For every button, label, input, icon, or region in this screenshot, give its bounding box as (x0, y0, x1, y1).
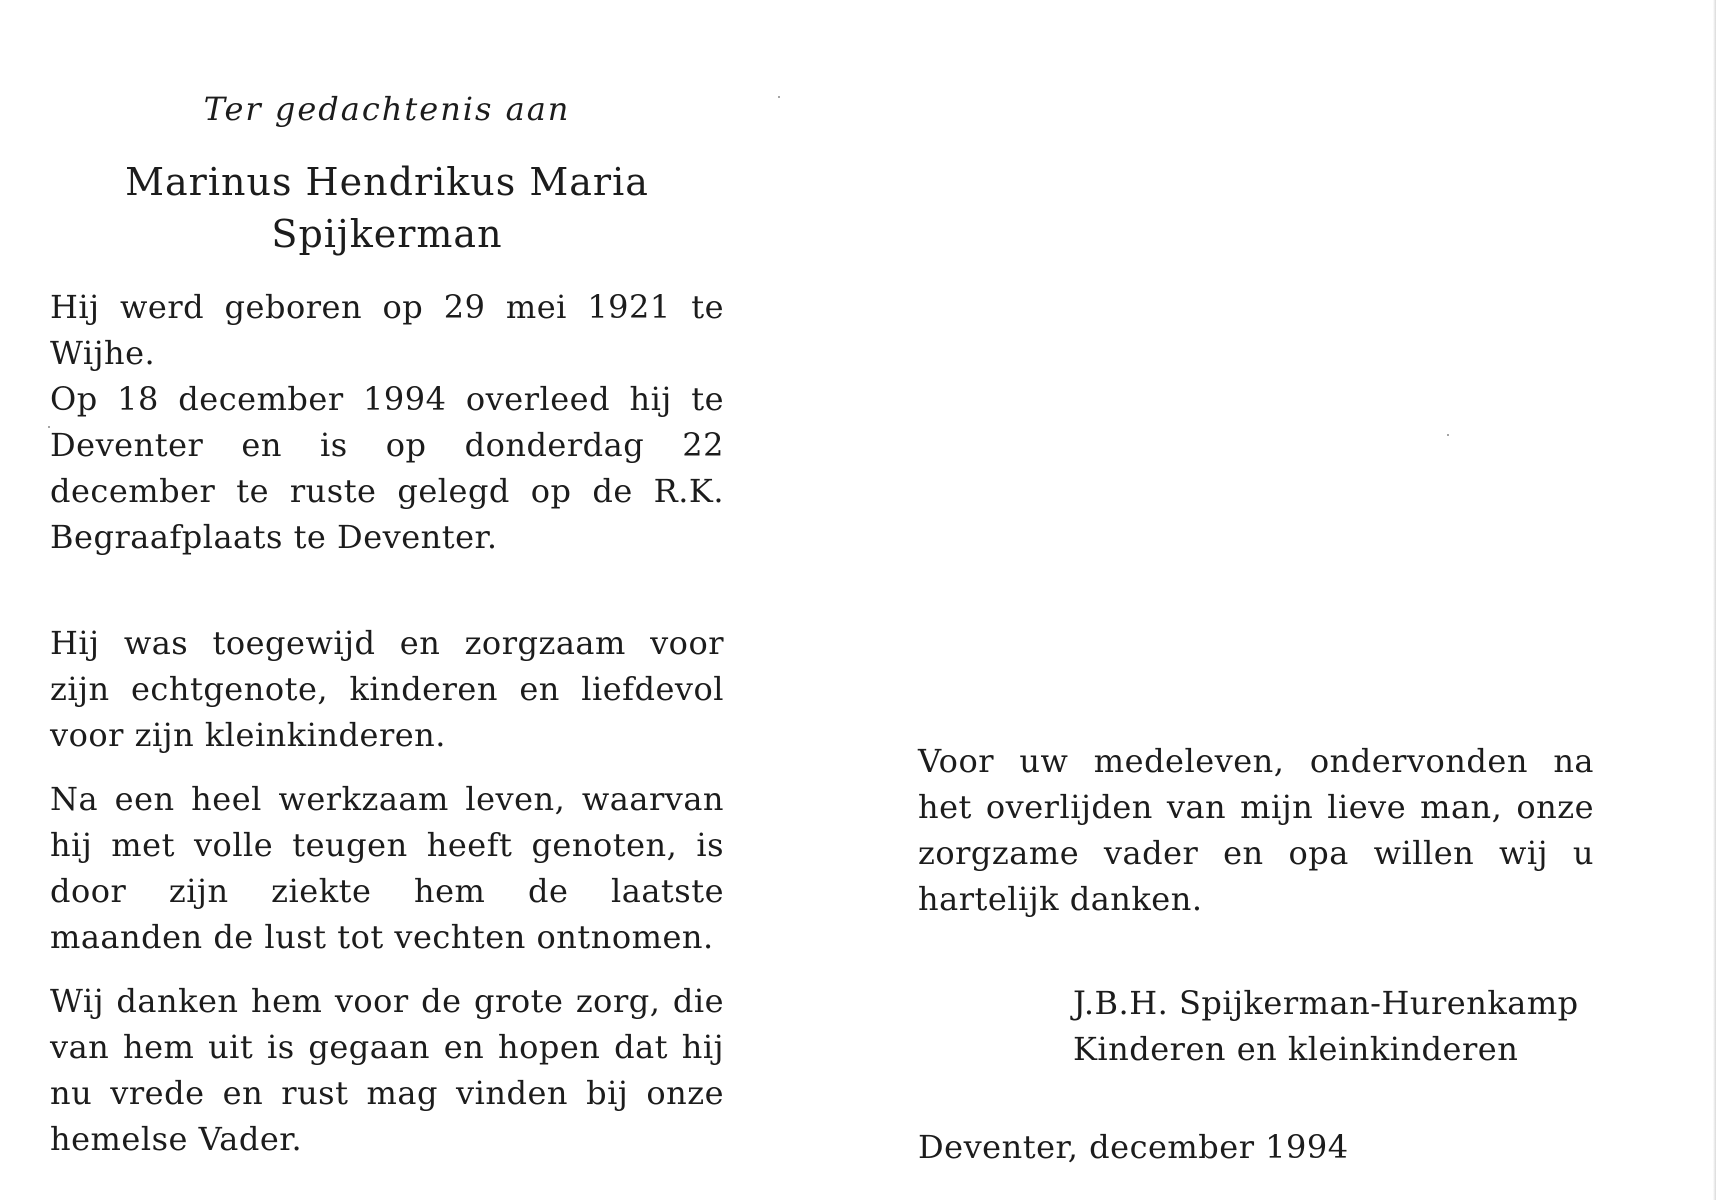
left-column (50, 90, 724, 1162)
scan-speck (48, 426, 50, 428)
scan-speck (1447, 434, 1449, 436)
character-paragraph: Hij was toegewijd en zorgzaam voor zijn echtgenote, kinderen en liefdevol voor zijn kleinkinderen. (50, 624, 724, 754)
birth-paragraph: Hij werd geboren op 29 mei 1921 te Wijhe. (50, 288, 724, 372)
death-paragraph: Op 18 december 1994 overleed hij te Deventer en is op donderdag 22 december te ruste gelegd op de R.K. Begraafplaats te Deventer. (50, 380, 724, 556)
scan-speck (778, 96, 780, 98)
life-paragraph: Na een heel werkzaam leven, waarvan hij met volle teugen heeft genoten, is door zijn ziekte hem de laatste maanden de lust tot vechten ontnomen. (50, 780, 724, 956)
thanks-paragraph: Voor uw medeleven, ondervonden na het overlijden van mijn lieve man, onze zorgzame vader en opa willen wij u hartelijk danken. (918, 742, 1594, 918)
signature-name: J.B.H. Spijkerman-Hurenkamp (1073, 984, 1579, 1022)
place-date: Deventer, december 1994 (918, 1128, 1349, 1166)
name-line-2: Spijkerman (271, 212, 503, 256)
name-line-1: Marinus Hendrikus Maria (125, 160, 649, 204)
right-column (918, 738, 1594, 922)
deceased-name (50, 156, 724, 260)
signature-family: Kinderen en kleinkinderen (1073, 1030, 1519, 1068)
gratitude-paragraph: Wij danken hem voor de grote zorg, die van hem uit is gegaan en hopen dat hij nu vrede en rust mag vinden bij onze hemelse Vader. (50, 982, 724, 1158)
intro-text: Ter gedachtenis aan (203, 90, 571, 128)
signature-block (1073, 980, 1579, 1072)
